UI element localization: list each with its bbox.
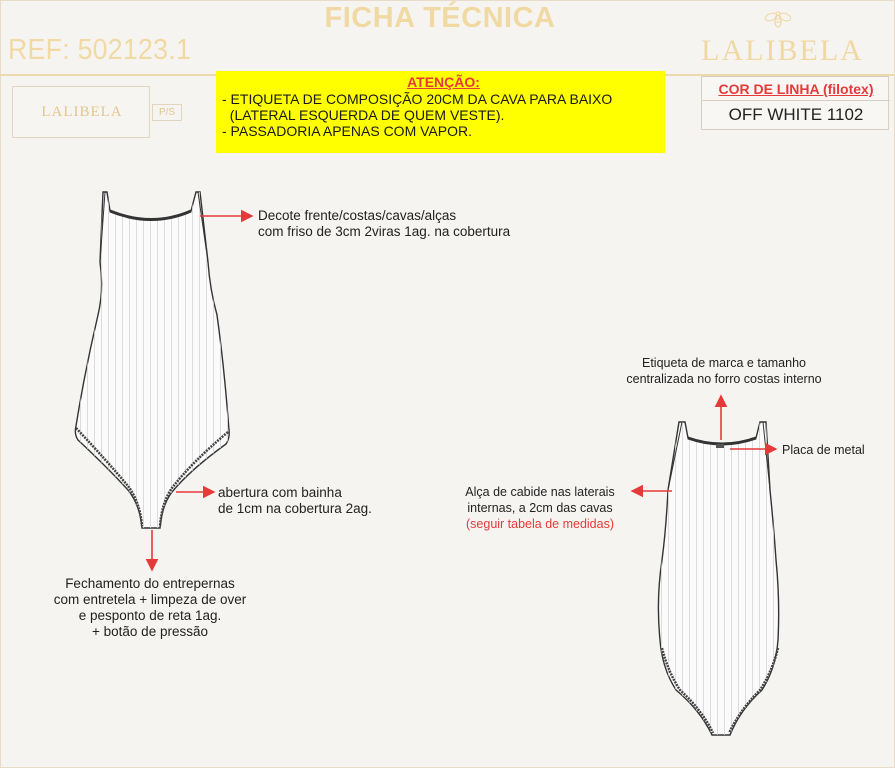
brand-logo: LALIBELA bbox=[701, 34, 864, 67]
reference-code: REF: 502123.1 bbox=[8, 34, 192, 66]
thread-color-value: OFF WHITE 1102 bbox=[728, 105, 864, 124]
warning-line: (LATERAL ESQUERDA DE QUEM VESTE). bbox=[222, 107, 505, 123]
note-placa: Placa de metal bbox=[782, 443, 865, 457]
page-title: FICHA TÉCNICA bbox=[324, 2, 556, 34]
warning-line: - ETIQUETA DE COMPOSIÇÃO 20CM DA CAVA PARA BAIXO bbox=[222, 91, 613, 107]
metal-plate-icon bbox=[716, 444, 724, 448]
note-decote: Decote frente/costas/cavas/alças com friso de 3cm 2viras 1ag. na cobertura bbox=[258, 208, 511, 239]
warning-title: ATENÇÃO: bbox=[407, 74, 480, 90]
note-abertura: abertura com bainha de 1cm na cobertura 2ag. bbox=[218, 485, 372, 516]
note-etiqueta: Etiqueta de marca e tamanho centralizada no forro costas interno bbox=[626, 356, 822, 386]
note-alca: Alça de cabide nas laterais internas, a 2cm das cavas (seguir tabela de medidas) bbox=[465, 485, 615, 531]
size-label: P/S bbox=[152, 104, 182, 121]
warning-line: - PASSADORIA APENAS COM VAPOR. bbox=[222, 123, 472, 139]
note-fechamento: Fechamento do entrepernas com entretela + limpeza de over e pesponto de reta 1ag. + botão de pressão bbox=[53, 576, 247, 639]
brand-label-text: LALIBELA bbox=[41, 104, 123, 120]
back-bodysuit-drawing bbox=[658, 422, 778, 735]
front-bodysuit-drawing bbox=[75, 192, 229, 528]
thread-color-title: COR DE LINHA (filotex) bbox=[718, 81, 874, 97]
